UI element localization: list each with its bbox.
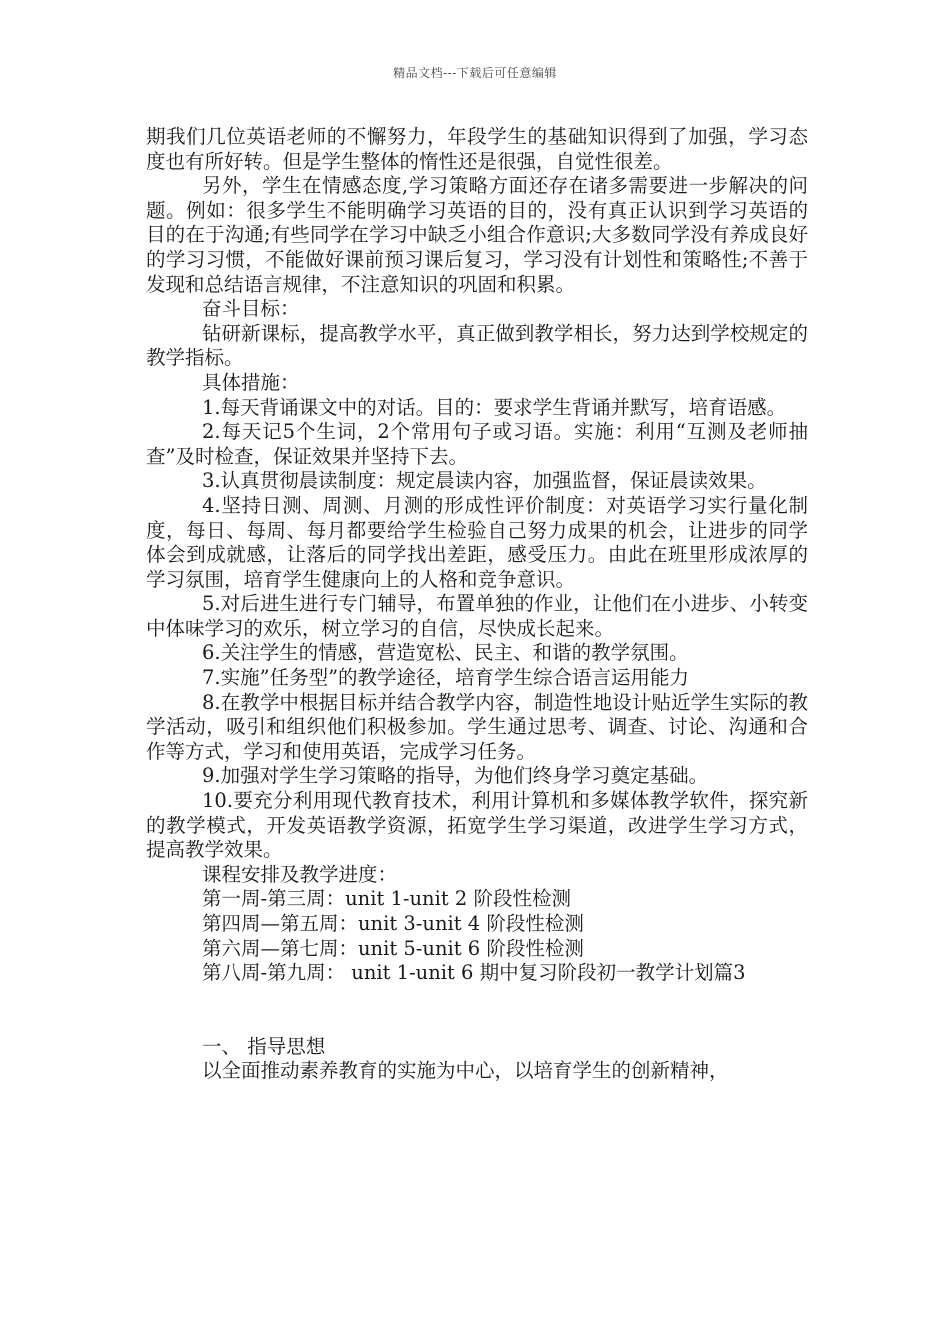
document-body	[146, 125, 808, 1084]
paragraph-goal-heading: 奋斗目标：	[202, 297, 300, 321]
schedule-item: 第六周—第七周：unit 5-unit 6 阶段性检测	[202, 936, 584, 960]
paragraph: 钻研新课标，提高教学水平，真正做到教学相长，努力达到学校规定的教学指标。	[146, 321, 808, 370]
list-item: 7.实施”任务型”的教学途径，培育学生综合语言运用能力	[202, 666, 690, 690]
schedule-item: 第一周-第三周：unit 1-unit 2 阶段性检测	[202, 887, 571, 911]
paragraph: 期我们几位英语老师的不懈努力，年段学生的基础知识得到了加强，学习态度也有所好转。但是学生整体的惰性还是很强，自觉性很差。	[146, 125, 808, 173]
section-spacer	[146, 986, 808, 1035]
list-item: 9.加强对学生学习策略的指导，为他们终身学习奠定基础。	[202, 764, 709, 788]
schedule-item: 第四周—第五周：unit 3-unit 4 阶段性检测	[202, 912, 584, 935]
schedule-item: 第八周-第九周： unit 1-unit 6 期中复习阶段初一教学计划篇3	[202, 961, 746, 985]
list-item: 2.每天记5个生词，2个常用句子或习语。实施：利用“互测及老师抽查”及时检查，保证效果并坚持下去。	[146, 420, 808, 468]
list-item: 4.坚持日测、周测、月测的形成性评价制度：对英语学习实行量化制度，每日、每周、每月都要给学生检验自己努力成果的机会，让进步的同学体会到成就感，让落后的同学找出差距，感受压力。由此在班里形成浓厚的学习氛围，培育学生健康向上的人格和竞争意识。	[146, 493, 808, 591]
list-item: 1.每天背诵课文中的对话。目的：要求学生背诵并默写，培育语感。	[202, 395, 787, 419]
list-item: 5.对后进生进行专门辅导，布置单独的作业，让他们在小进步、小转变中体味学习的欢乐，树立学习的自信，尽快成长起来。	[146, 592, 808, 640]
paragraph-schedule-heading: 课程安排及教学进度：	[202, 862, 398, 886]
list-item: 3.认真贯彻晨读制度：规定晨读内容，加强监督，保证晨读效果。	[202, 469, 767, 493]
paragraph: 另外，学生在情感态度,学习策略方面还存在诸多需要进一步解决的问题。例如：很多学生不能明确学习英语的目的，没有真正认识到学习英语的目的在于沟通;有些同学在学习中缺乏小组合作意识;大多数同学没有养成良好的学习习惯，不能做好课前预习课后复习，学习没有计划性和策略性;不善于发现和总结语言规律，不注意知识的巩固和积累。	[146, 174, 808, 296]
page-header: 精品文档---下载后可任意编辑	[393, 66, 557, 80]
list-item: 8.在教学中根据目标并结合教学内容，制造性地设计贴近学生实际的教学活动，吸引和组织他们积极参加。学生通过思考、调查、讨论、沟通和合作等方式，学习和使用英语，完成学习任务。	[146, 690, 808, 763]
list-item: 6.关注学生的情感，营造宽松、民主、和谐的教学氛围。	[202, 641, 689, 665]
paragraph: 以全面推动素养教育的实施为中心，以培育学生的创新精神，	[202, 1059, 729, 1083]
list-item: 10.要充分利用现代教育技术，利用计算机和多媒体教学软件，探究新的教学模式，开发英语教学资源，拓宽学生学习渠道，改进学生学习方式，提高教学效果。	[146, 789, 808, 862]
paragraph-measures-heading: 具体措施：	[202, 370, 300, 394]
section-heading: 一、 指导思想	[202, 1034, 326, 1058]
